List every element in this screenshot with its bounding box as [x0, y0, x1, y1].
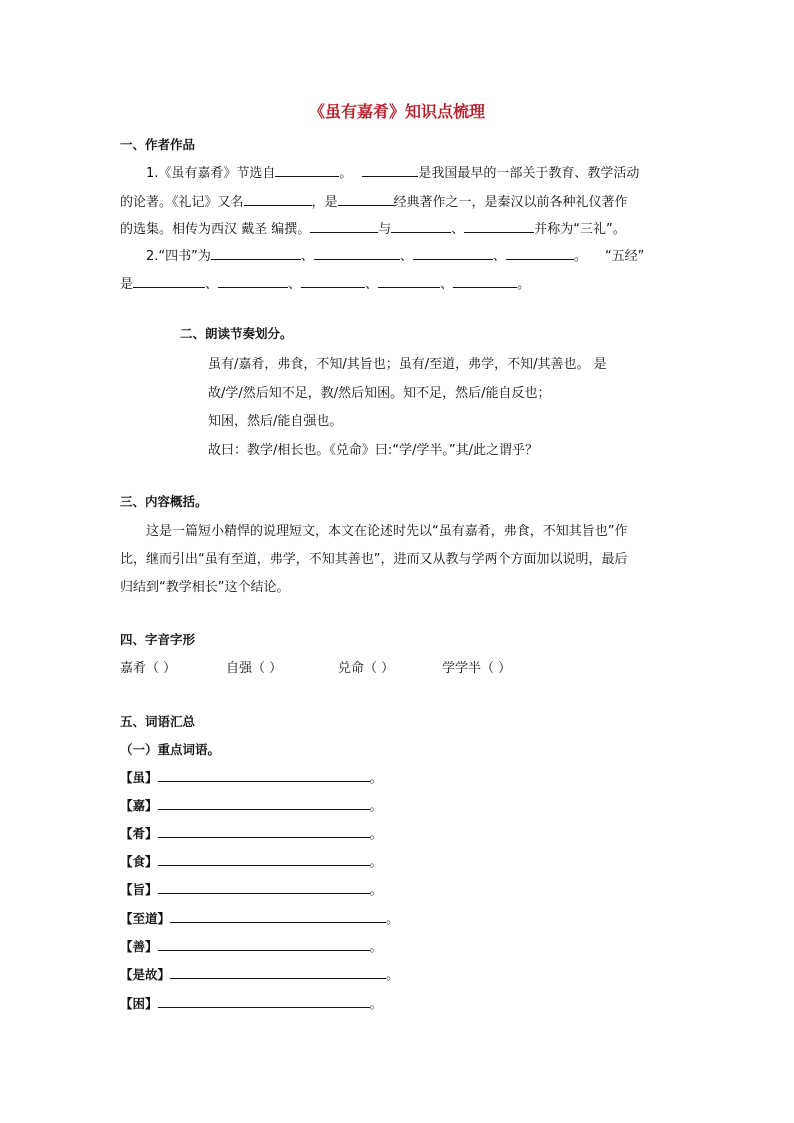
fill-blank[interactable]: [158, 995, 370, 1008]
summary-line: 这是一篇短小精悍的说理短文，本文在论述时先以“虽有嘉肴，弗食，不知其旨也”作: [146, 524, 628, 539]
text: 的论著。《礼记》又名: [120, 195, 244, 210]
fill-blank[interactable]: [391, 220, 451, 233]
text: 。: [369, 771, 383, 786]
q1-line-2: [120, 191, 628, 210]
summary-line: 归结到“教学相长”这个结论。: [120, 580, 290, 595]
rhythm-line: 故/学/然后知不足，教/然后知困。知不足，然后/能自反也；: [208, 386, 551, 401]
vocab-word: 【是故】: [120, 967, 171, 982]
pronunciation-item[interactable]: 自强（ ）: [226, 661, 283, 676]
text: 、: [492, 249, 506, 264]
text: 经典著作之一，是秦汉以前各种礼仪著作: [393, 195, 628, 210]
text: 。: [386, 912, 400, 927]
vocab-word: 【肴】: [120, 826, 158, 841]
text: ，是: [311, 195, 338, 210]
vocab-row: [120, 908, 399, 927]
fill-blank[interactable]: [453, 275, 517, 288]
summary-line: 比，继而引出“虽有至道，弗学，不知其善也”，进而又从教与学两个方面加以说明，最后: [120, 552, 628, 567]
vocab-row: [120, 851, 383, 870]
vocab-row: [120, 879, 383, 898]
text: 、: [288, 277, 302, 292]
fill-blank[interactable]: [158, 825, 370, 838]
text: 与: [378, 222, 392, 237]
vocab-word: 【嘉】: [120, 798, 158, 813]
fill-blank[interactable]: [338, 193, 394, 206]
text: 。: [369, 997, 383, 1012]
text: 、: [440, 277, 454, 292]
text: 。: [369, 883, 383, 898]
rhythm-line: 故曰：教学/相长也。《兑命》曰:“学/学半。”其/此之谓乎？: [208, 443, 538, 458]
fill-blank[interactable]: [506, 247, 574, 260]
fill-blank[interactable]: [133, 275, 205, 288]
pronunciation-item[interactable]: 兑命（ ）: [338, 661, 395, 676]
fill-blank[interactable]: [275, 164, 339, 177]
q2-line-2: [120, 273, 530, 292]
text: 。: [573, 249, 587, 264]
text: 。: [339, 166, 353, 181]
vocab-row: [120, 767, 383, 786]
vocab-row: [120, 936, 383, 955]
fill-blank[interactable]: [310, 220, 378, 233]
fill-blank[interactable]: [378, 275, 440, 288]
fill-blank[interactable]: [158, 938, 370, 951]
text: “五经”: [604, 249, 645, 264]
text: 、: [365, 277, 379, 292]
fill-blank[interactable]: [158, 797, 370, 810]
vocab-word: 【食】: [120, 854, 158, 869]
section-heading-summary: 三、内容概括。: [120, 494, 208, 509]
vocab-word: 【至道】: [120, 911, 171, 926]
text: 。: [369, 827, 383, 842]
fill-blank[interactable]: [158, 769, 370, 782]
section-heading-rhythm: 二、朗读节奏划分。: [180, 326, 293, 341]
vocab-word: 【旨】: [120, 882, 158, 897]
text: 。: [369, 799, 383, 814]
fill-blank[interactable]: [362, 164, 418, 177]
text: 、: [451, 222, 465, 237]
text: 、: [399, 249, 413, 264]
pronunciation-item[interactable]: 学学半（ ）: [442, 661, 512, 676]
fill-blank[interactable]: [413, 247, 493, 260]
vocab-word: 【善】: [120, 939, 158, 954]
text: 。: [386, 968, 400, 983]
text: 。: [517, 277, 531, 292]
text: 是: [120, 277, 134, 292]
q1-line-1: [146, 162, 639, 181]
text: 、: [205, 277, 219, 292]
text: 是我国最早的一部关于教育、教学活动: [418, 166, 640, 181]
text: 。: [369, 940, 383, 955]
rhythm-line: 虽有/嘉肴，弗食，不知/其旨也；虽有/至道，弗学，不知/其善也。 是: [208, 357, 607, 372]
text: 的选集。相传为西汉 戴圣 编撰。: [120, 222, 311, 237]
fill-blank[interactable]: [170, 910, 386, 923]
section-heading-vocabulary: 五、词语汇总: [120, 714, 196, 729]
vocab-row: [120, 795, 383, 814]
q2-line-1: [146, 245, 644, 264]
text: 2.“四书”为: [146, 249, 211, 264]
rhythm-line: 知困，然后/能自强也。: [208, 414, 343, 429]
fill-blank[interactable]: [244, 193, 312, 206]
vocab-row: [120, 964, 399, 983]
section-heading-author: 一、作者作品: [120, 137, 196, 152]
pronunciation-item[interactable]: 嘉肴（ ）: [120, 661, 177, 676]
fill-blank[interactable]: [314, 247, 400, 260]
fill-blank[interactable]: [158, 881, 370, 894]
fill-blank[interactable]: [170, 966, 386, 979]
vocab-word: 【困】: [120, 996, 158, 1011]
fill-blank[interactable]: [158, 853, 370, 866]
text: 1.《虽有嘉肴》节选自: [146, 166, 276, 181]
fill-blank[interactable]: [301, 275, 365, 288]
vocab-row: [120, 823, 383, 842]
fill-blank[interactable]: [211, 247, 301, 260]
section-heading-pronunciation: 四、字音字形: [120, 632, 196, 647]
subheading-key-words: （一）重点词语。: [120, 742, 221, 757]
vocab-row: [120, 993, 383, 1012]
text: 并称为“三礼”。: [534, 222, 626, 237]
vocab-word: 【虽】: [120, 770, 158, 785]
q1-line-3: [120, 218, 626, 237]
page-title: 《虽有嘉肴》知识点梳理: [308, 102, 485, 121]
fill-blank[interactable]: [464, 220, 534, 233]
text: 。: [369, 855, 383, 870]
fill-blank[interactable]: [218, 275, 288, 288]
text: 、: [300, 249, 314, 264]
